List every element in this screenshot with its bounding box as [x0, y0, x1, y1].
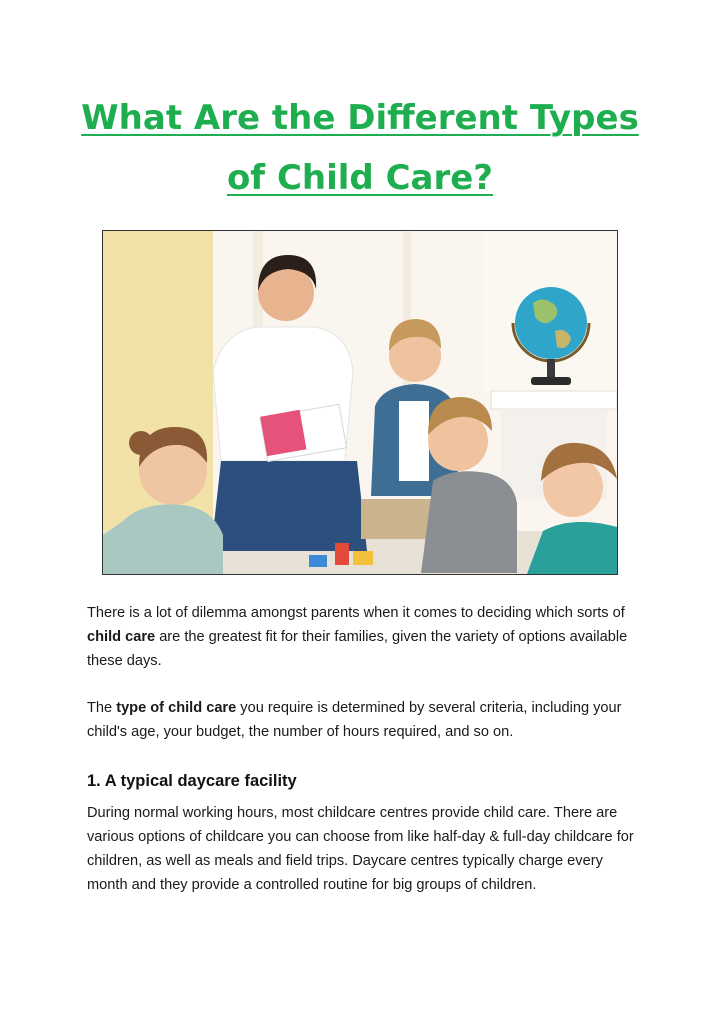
criteria-paragraph-text-start: The: [87, 700, 117, 716]
daycare-paragraph: During normal working hours, most childcare centres provide child care. There are various options of childcare you can choose from like half-day & full-day childcare for children, as well as meals and field trips. Daycare centres typically charge every month and they provide a controlled routine for big groups of children.: [87, 805, 634, 893]
criteria-paragraph-text-end: you require is determined by several criteria, including your child's age, your budget, the number of hours required, and so on.: [87, 700, 622, 740]
classroom-photo: [102, 230, 618, 575]
intro-paragraph-text-end: are the greatest fit for their families, given the variety of options available these days.: [87, 629, 628, 669]
page-title-line-2: of Child Care?: [226, 158, 494, 198]
page-title-line-1: What Are the Different Types: [81, 98, 639, 138]
page-title: [0, 88, 720, 208]
criteria-paragraph-bold: type of child care: [116, 700, 237, 716]
intro-paragraph-text-start: There is a lot of dilemma amongst parents when it comes to deciding which sorts of: [87, 605, 625, 621]
intro-paragraph: [87, 601, 647, 673]
section-heading-daycare: 1. A typical daycare facility: [87, 772, 297, 790]
criteria-paragraph: [87, 696, 647, 744]
intro-paragraph-bold: child care: [87, 629, 156, 645]
